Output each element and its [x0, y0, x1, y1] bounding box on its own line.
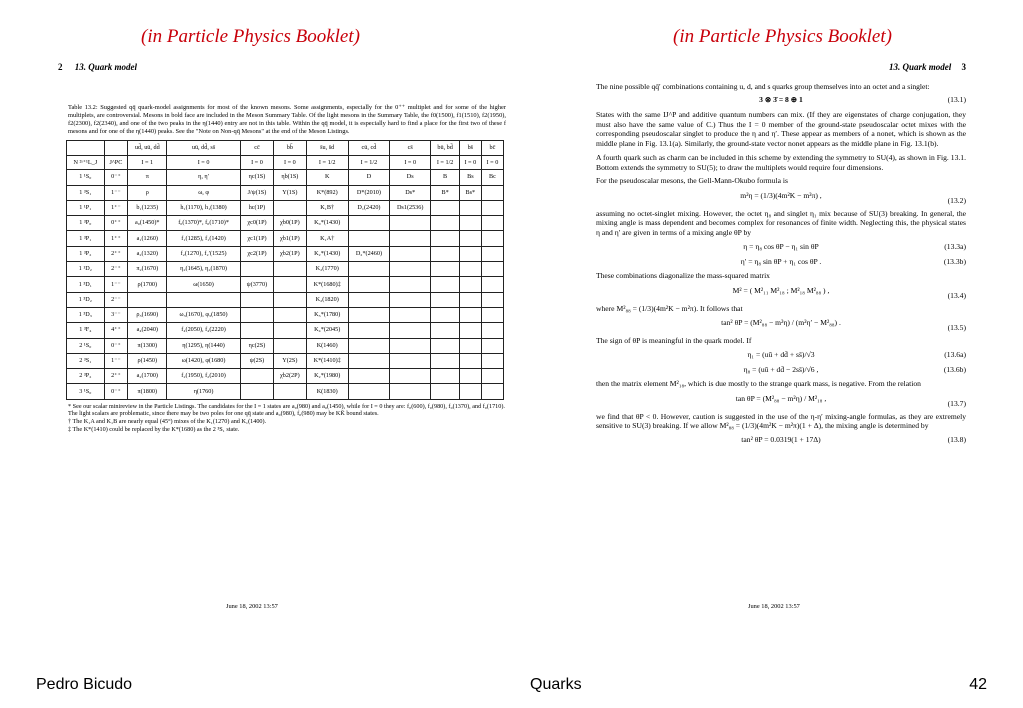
footer-author: Pedro Bicudo	[36, 676, 133, 693]
table-cell: ηc(1S)	[240, 170, 273, 185]
table-cell: K(1460)	[306, 338, 348, 353]
table-cell	[481, 277, 503, 292]
left-section-title: 13. Quark model	[74, 62, 138, 72]
table-cell: 2⁻⁻	[104, 292, 128, 307]
equation-number: (13.6b)	[943, 364, 966, 374]
table-cell: 2⁻⁺	[104, 262, 128, 277]
table-cell: h₁(1170), h₁(1380)	[167, 200, 240, 215]
equation	[596, 435, 966, 445]
equation-text: η′ = η₈ sin θP + η₁ cos θP .	[740, 256, 822, 266]
table-cell: D₁(2420)	[348, 200, 389, 215]
table-row	[67, 353, 504, 368]
table-cell: cū, cd̄	[348, 141, 389, 156]
table-cell: uū, dd̄, ss̄	[167, 141, 240, 156]
table-cell	[389, 307, 430, 322]
table-cell: 1 ³D₃	[67, 307, 105, 322]
table-cell	[389, 384, 430, 399]
right-header: (in Particle Physics Booklet)	[673, 26, 892, 47]
equation-text: η = η₈ cos θP − η₁ sin θP	[743, 241, 819, 251]
table-cell	[240, 292, 273, 307]
left-running-head	[58, 62, 506, 74]
table-cell	[128, 292, 167, 307]
table-notes	[68, 403, 506, 434]
footer-topic: Quarks	[530, 676, 582, 693]
table-cell	[348, 262, 389, 277]
table-cell: 1 ³S₁	[67, 185, 105, 200]
paragraph: we find that θP < 0. However, caution is suggested in the use of the η-η′ mixing-angle formulas, as they are extremely sensitive to SU(3) breaking. If we allow M²₈₈ = (1/3)(4m²K − m²π)(1 + Δ), the mixing angle is determined by	[596, 411, 966, 431]
table-cell: hc(1P)	[240, 200, 273, 215]
table-cell: B	[431, 170, 459, 185]
table-cell: 4⁺⁺	[104, 323, 128, 338]
table-cell: ψ(2S)	[240, 353, 273, 368]
table-row	[67, 185, 504, 200]
equation	[596, 365, 966, 375]
table-cell: π(1800)	[128, 384, 167, 399]
paragraph: These combinations diagonalize the mass-squared matrix	[596, 271, 770, 281]
paragraph: then the matrix element M²₁₈, which is due mostly to the strange quark mass, is negative. From the relation	[596, 379, 921, 389]
equation-number: (13.3b)	[943, 256, 966, 266]
table-cell: Υ(2S)	[274, 353, 306, 368]
equation-number: (13.2)	[947, 195, 966, 205]
table-cell	[348, 323, 389, 338]
table-cell: Ds1(2536)	[389, 200, 430, 215]
table-cell	[389, 292, 430, 307]
table-cell	[481, 353, 503, 368]
table-cell	[389, 369, 430, 384]
table-cell: a₀(1450)*	[128, 216, 167, 231]
table-cell	[481, 292, 503, 307]
table-cell: I = 0	[274, 156, 306, 170]
table-cell: J^PC	[104, 156, 128, 170]
table-cell	[459, 262, 481, 277]
table-cell: K₂*(1980)	[306, 369, 348, 384]
table-cell	[459, 384, 481, 399]
table-cell: 1⁻⁻	[104, 185, 128, 200]
table-cell	[389, 262, 430, 277]
table-cell: 2⁺⁺	[104, 369, 128, 384]
equation-text: tan² θP = 0.0319(1 + 17Δ)	[741, 435, 821, 445]
equation	[596, 318, 966, 333]
table-cell	[67, 141, 105, 156]
table-cell	[459, 216, 481, 231]
table-cell	[431, 246, 459, 261]
table-cell: Υ(1S)	[274, 185, 306, 200]
table-cell: B*	[431, 185, 459, 200]
equation	[596, 394, 966, 409]
table-cell	[459, 323, 481, 338]
table-cell	[274, 338, 306, 353]
table-cell	[459, 277, 481, 292]
table-cell: K₄*(2045)	[306, 323, 348, 338]
table-cell	[481, 369, 503, 384]
table-cell	[481, 185, 503, 200]
table-cell: Bc	[481, 170, 503, 185]
table-cell	[431, 231, 459, 246]
table-cell: D*(2010)	[348, 185, 389, 200]
table-cell: K	[306, 170, 348, 185]
table-cell: 1 ¹P₁	[67, 200, 105, 215]
table-cell: 1⁺⁺	[104, 231, 128, 246]
table-row	[67, 262, 504, 277]
table-cell	[274, 323, 306, 338]
table-cell	[348, 369, 389, 384]
paragraph: assuming no octet-singlet mixing. However, the octet η₈ and singlet η₁ mix because of SU(3) breaking. In general, the mixing angle is mass dependent and becomes complex for resonances of finite width. Neglecting this, the physical states η and η′ are given in terms of a mixing angle θP by	[596, 208, 966, 238]
table-row	[67, 246, 504, 261]
table-cell: ω(1650)	[167, 277, 240, 292]
table-cell: χb1(1P)	[274, 231, 306, 246]
table-cell: χb2(1P)	[274, 246, 306, 261]
table-cell: 1 ³D₁	[67, 277, 105, 292]
table-cell	[431, 200, 459, 215]
table-cell	[348, 277, 389, 292]
table-cell: I = 1/2	[306, 156, 348, 170]
table-cell: 1⁻⁻	[104, 277, 128, 292]
table-cell: bū, bd̄	[431, 141, 459, 156]
equation-number: (13.5)	[947, 323, 966, 333]
table-row	[67, 277, 504, 292]
right-page-date: June 18, 2002 13:57	[748, 603, 800, 610]
table-note: * See our scalar minireview in the Particle Listings. The candidates for the I = 1 states are a₀(980) and a₀(1450), while for I = 0 they are: f₀(600), f₀(980), f₀(1370), and f₀(1710). The light scalars are problematic, since there may be two poles for one qq̄ state and a₀(980), f₀(980) may be KK̄ bound states.	[68, 402, 505, 418]
table-row	[67, 384, 504, 399]
table-cell: I = 1	[128, 156, 167, 170]
table-cell: π(1300)	[128, 338, 167, 353]
left-booklet-page	[58, 62, 506, 434]
table-cell: η(1295), η(1440)	[167, 338, 240, 353]
table-cell	[274, 277, 306, 292]
table-cell	[274, 200, 306, 215]
right-running-head	[596, 62, 966, 74]
table-cell	[481, 246, 503, 261]
table-cell	[459, 369, 481, 384]
table-cell: 1⁻⁻	[104, 353, 128, 368]
quark-model-table-body	[67, 141, 504, 399]
table-cell: f₁(1285), f₁(1420)	[167, 231, 240, 246]
table-cell: Bs*	[459, 185, 481, 200]
table-cell	[389, 338, 430, 353]
table-cell	[431, 338, 459, 353]
table-cell: K*(1410)‡	[306, 353, 348, 368]
table-cell	[274, 384, 306, 399]
equation-number: (13.3a)	[944, 241, 966, 251]
equation	[596, 95, 966, 105]
table-cell	[459, 246, 481, 261]
table-cell: bb̄	[274, 141, 306, 156]
table-cell: K₁A†	[306, 231, 348, 246]
table-cell	[389, 277, 430, 292]
table-cell: 0⁻⁺	[104, 384, 128, 399]
table-cell: I = 0	[389, 156, 430, 170]
table-cell	[481, 231, 503, 246]
paragraph: The nine possible qq̄′ combinations containing u, d, and s quarks group themselves into an octet and a singlet:	[596, 81, 930, 91]
quark-model-table	[66, 140, 504, 399]
paragraph: A fourth quark such as charm can be included in this scheme by extending the symmetry to SU(4), as shown in Fig. 13.1. Bottom extends the symmetry to SU(5); to draw the multiplets would require four dimensions.	[596, 152, 966, 172]
equation-text: η₁ = (uū + dd̄ + ss̄)/√3	[747, 349, 815, 359]
table-cell: χc2(1P)	[240, 246, 273, 261]
equation-number: (13.6a)	[944, 349, 966, 359]
table-cell	[348, 216, 389, 231]
table-cell	[389, 353, 430, 368]
table-cell: f₂(1270), f₂′(1525)	[167, 246, 240, 261]
table-cell	[240, 369, 273, 384]
table-cell: χb0(1P)	[274, 216, 306, 231]
table-cell	[431, 307, 459, 322]
table-cell: ψ(3770)	[240, 277, 273, 292]
table-cell: χc0(1P)	[240, 216, 273, 231]
table-row	[67, 216, 504, 231]
table-cell: D	[348, 170, 389, 185]
table-cell: ω₃(1670), φ₃(1850)	[167, 307, 240, 322]
table-cell: I = 1/2	[348, 156, 389, 170]
table-cell: 0⁻⁺	[104, 170, 128, 185]
table-cell: K₀*(1430)	[306, 216, 348, 231]
table-cell: a₂(1700)	[128, 369, 167, 384]
table-cell: K₁B†	[306, 200, 348, 215]
table-cell: π	[128, 170, 167, 185]
table-cell	[240, 262, 273, 277]
footer-slide-number: 42	[969, 676, 987, 693]
table-cell	[459, 292, 481, 307]
table-cell	[431, 323, 459, 338]
table-cell: f₄(2050), f₄(2220)	[167, 323, 240, 338]
table-cell	[481, 216, 503, 231]
table-cell: ρ₃(1690)	[128, 307, 167, 322]
table-cell: I = 0	[167, 156, 240, 170]
table-cell: Ds	[389, 170, 430, 185]
table-cell	[348, 384, 389, 399]
table-cell: a₁(1260)	[128, 231, 167, 246]
table-cell	[431, 369, 459, 384]
table-cell: ρ	[128, 185, 167, 200]
table-cell	[348, 231, 389, 246]
table-cell: a₂(1320)	[128, 246, 167, 261]
table-cell: 1 ³P₁	[67, 231, 105, 246]
table-cell	[481, 323, 503, 338]
table-cell: s̄u, s̄d	[306, 141, 348, 156]
table-cell: 1 ¹D₂	[67, 262, 105, 277]
table-cell: η, η′	[167, 170, 240, 185]
equation-text: m²η = (1/3)(4m²K − m²π) ,	[740, 190, 822, 200]
table-cell: 2 ³S₁	[67, 353, 105, 368]
table-cell: J/ψ(1S)	[240, 185, 273, 200]
table-cell: 3⁻⁻	[104, 307, 128, 322]
table-cell	[431, 277, 459, 292]
table-cell: ω, φ	[167, 185, 240, 200]
right-page-number: 3	[961, 62, 966, 72]
table-cell	[348, 292, 389, 307]
table-header-row	[67, 156, 504, 170]
table-cell: 2 ³P₂	[67, 369, 105, 384]
table-cell: ud̄, uū, dd̄	[128, 141, 167, 156]
table-cell: 2 ¹S₀	[67, 338, 105, 353]
equation-text: M² = ( M²₁₁ M²₁₈ ; M²₁₈ M²₈₈ ) ,	[732, 286, 830, 296]
table-cell: I = 0	[240, 156, 273, 170]
table-cell: ηc(2S)	[240, 338, 273, 353]
table-cell	[274, 292, 306, 307]
table-cell	[389, 216, 430, 231]
table-cell: bs̄	[459, 141, 481, 156]
table-cell	[348, 338, 389, 353]
paragraph: For the pseudoscalar mesons, the Gell-Mann-Okubo formula is	[596, 176, 788, 186]
table-cell	[104, 141, 128, 156]
table-cell: a₄(2040)	[128, 323, 167, 338]
table-cell	[389, 246, 430, 261]
table-cell: I = 0	[481, 156, 503, 170]
table-cell: 3 ¹S₀	[67, 384, 105, 399]
paragraph: where M²₈₈ = (1/3)(4m²K − m²π). It follows that	[596, 303, 743, 313]
table-cell: K₂(1820)	[306, 292, 348, 307]
table-cell: K(1830)	[306, 384, 348, 399]
table-cell	[481, 200, 503, 215]
equation-number: (13.7)	[947, 399, 966, 409]
table-cell: 0⁻⁺	[104, 338, 128, 353]
table-cell: K₂(1770)	[306, 262, 348, 277]
table-cell	[348, 353, 389, 368]
left-page-date: June 18, 2002 13:57	[226, 603, 278, 610]
table-cell: 1 ³P₂	[67, 246, 105, 261]
table-row	[67, 338, 504, 353]
table-cell: π₂(1670)	[128, 262, 167, 277]
table-cell: 1 ³D₂	[67, 292, 105, 307]
table-cell	[240, 307, 273, 322]
paragraph: States with the same IJ^P and additive quantum numbers can mix. (If they are eigenstates of charge conjugation, they must also have the same value of C.) Thus the I = 0 member of the ground-state pseudoscalar octet mixes with the corresponding pseudoscalar singlet to produce the η and η′. These appear as members of a nonet, which is shown as the middle plane in Fig. 13.1(a). Similarly, the ground-state vector nonet appears as the middle plane in Fig. 13.1(b).	[596, 109, 966, 149]
table-cell	[274, 307, 306, 322]
table-cell: 1⁺⁻	[104, 200, 128, 215]
table-cell: ρ(1450)	[128, 353, 167, 368]
table-cell	[240, 384, 273, 399]
table-cell: D₂*(2460)	[348, 246, 389, 261]
table-cell	[389, 323, 430, 338]
table-caption: Table 13.2: Suggested qq̄ quark-model assignments for most of the known mesons. Some assignments, especially for the 0⁺⁺ multiplet and for some of the higher multiplets, are controversial. Mesons in bold face are included in the Meson Summary Table. Of the light mesons in the Summary Table, the f0(1500), f1(1510), f2(1950), f2(2300), f2(2340), and one of the two peaks in the η(1440) entry are not in this table. Within the qq̄ model, it is especially hard to find a place for the first two of these f mesons and for one of the η(1440) peaks. See the "Note on Non-qq̄ Mesons" at the end of the Meson Listings.	[68, 103, 506, 136]
table-cell: cs̄	[389, 141, 430, 156]
table-row	[67, 307, 504, 322]
table-cell	[431, 353, 459, 368]
table-cell	[167, 292, 240, 307]
table-cell: 2⁺⁺	[104, 246, 128, 261]
table-cell: I = 1/2	[431, 156, 459, 170]
table-cell: f₀(1370)*, f₀(1710)*	[167, 216, 240, 231]
table-cell	[274, 262, 306, 277]
equation-text: η₈ = (uū + dd̄ − 2ss̄)/√6 ,	[743, 364, 819, 374]
table-cell	[481, 262, 503, 277]
table-cell	[431, 292, 459, 307]
equation-text: tan² θP = (M²₈₈ − m²η) / (m²η′ − M²₈₈) .	[721, 318, 841, 328]
table-cell	[431, 384, 459, 399]
table-cell	[481, 384, 503, 399]
equation	[596, 190, 966, 205]
table-cell	[431, 216, 459, 231]
table-cell: K₂*(1430)	[306, 246, 348, 261]
table-note: † The K₁A and K₁B are nearly equal (45°) mixes of the K₁(1270) and K₁(1400).	[68, 418, 267, 426]
table-cell: χb2(2P)	[274, 369, 306, 384]
table-cell: 1 ³F₄	[67, 323, 105, 338]
table-row	[67, 170, 504, 185]
table-cell: I = 0	[459, 156, 481, 170]
equation	[596, 242, 966, 252]
table-cell: η(1760)	[167, 384, 240, 399]
table-cell: Ds*	[389, 185, 430, 200]
table-cell	[459, 338, 481, 353]
table-cell: K*(1680)‡	[306, 277, 348, 292]
table-cell: K*(892)	[306, 185, 348, 200]
table-cell: ηb(1S)	[274, 170, 306, 185]
table-cell: bc̄	[481, 141, 503, 156]
table-row	[67, 200, 504, 215]
equation-text: tan θP = (M²₈₈ − m²η) / M²₁₈ ,	[735, 394, 827, 404]
table-cell	[389, 231, 430, 246]
table-cell: f₂(1950), f₂(2010)	[167, 369, 240, 384]
table-cell: χc1(1P)	[240, 231, 273, 246]
table-row	[67, 231, 504, 246]
table-cell: Bs	[459, 170, 481, 185]
equation	[596, 350, 966, 360]
table-cell: ρ(1700)	[128, 277, 167, 292]
equation-number: (13.1)	[947, 95, 966, 105]
table-cell: 1 ³P₀	[67, 216, 105, 231]
table-cell: b₁(1235)	[128, 200, 167, 215]
table-cell	[240, 323, 273, 338]
table-cell	[459, 307, 481, 322]
equation-number: (13.8)	[947, 435, 966, 445]
table-row	[67, 369, 504, 384]
table-row	[67, 323, 504, 338]
table-cell: η₂(1645), η₂(1870)	[167, 262, 240, 277]
table-cell	[459, 200, 481, 215]
equation	[596, 257, 966, 267]
table-cell	[459, 231, 481, 246]
table-cell	[348, 307, 389, 322]
right-section-title: 13. Quark model	[888, 62, 952, 72]
table-note: ‡ The K*(1410) could be replaced by the K*(1680) as the 2 ³S₁ state.	[68, 425, 240, 433]
table-cell: ω(1420), φ(1680)	[167, 353, 240, 368]
right-booklet-page	[596, 62, 966, 450]
equation	[596, 286, 966, 301]
left-page-number: 2	[58, 62, 63, 72]
table-cell: cc̄	[240, 141, 273, 156]
table-cell	[459, 353, 481, 368]
table-row	[67, 292, 504, 307]
table-cell: N ²ˢ⁺¹L_J	[67, 156, 105, 170]
equation-number: (13.4)	[947, 291, 966, 301]
table-cell	[431, 262, 459, 277]
equation-text: 3 ⊗ 3̄ = 8 ⊕ 1	[759, 95, 803, 105]
table-header-row	[67, 141, 504, 156]
paragraph: The sign of θP is meaningful in the quark model. If	[596, 336, 752, 346]
table-cell	[481, 307, 503, 322]
table-cell: 0⁺⁺	[104, 216, 128, 231]
table-cell	[481, 338, 503, 353]
table-cell: 1 ¹S₀	[67, 170, 105, 185]
table-cell: K₃*(1780)	[306, 307, 348, 322]
left-header: (in Particle Physics Booklet)	[141, 26, 360, 47]
